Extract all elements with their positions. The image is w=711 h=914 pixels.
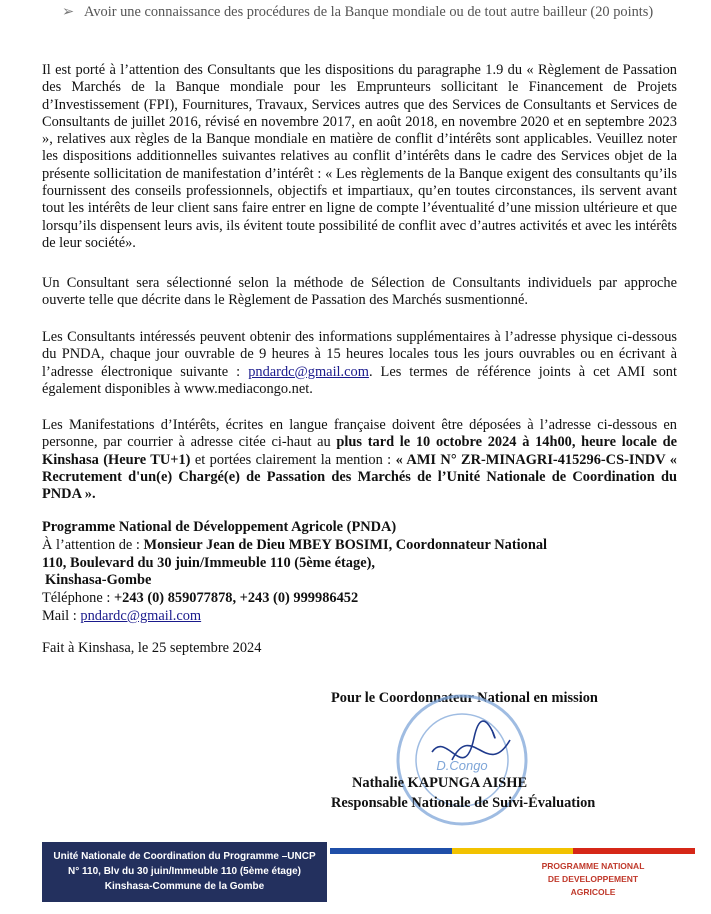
footer-program-name: PROGRAMME NATIONAL DE DEVELOPPEMENT AGRICOLE bbox=[541, 861, 645, 897]
place-date: Fait à Kinshasa, le 25 septembre 2024 bbox=[42, 640, 262, 656]
address-phone: Téléphone : +243 (0) 859077878, +243 (0) 999986452 bbox=[42, 590, 359, 607]
bullet-item: ➢ Avoir une connaissance des procédures de la Banque mondiale ou de tout autre bailleur (20 points) bbox=[62, 4, 654, 20]
handwritten-signature bbox=[432, 721, 510, 760]
address-street: 110, Boulevard du 30 juin/Immeuble 110 (5ème étage), bbox=[42, 554, 375, 571]
address-org: Programme National de Développement Agricole (PNDA) bbox=[42, 519, 397, 535]
paragraph-information: Les Consultants intéressés peuvent obtenir des informations supplémentaires à l’adresse physique ci-dessous du PNDA, chaque jour ouvrable de 9 heures à 15 heures locales tous les jours ouvrables ou en écrivant à l’adresse électronique suivante : pndardc@gmail.com. Les termes de référence joints à cet AMI sont également disponibles à www.mediacongo.net. bbox=[42, 329, 677, 397]
footer-unit-address: Unité Nationale de Coordination du Programme –UNCP N° 110, Blv du 30 juin/Immeuble 110 (5ème étage) Kinshasa-Commune de la Gombe bbox=[42, 842, 327, 902]
address-attention: À l’attention de : Monsieur Jean de Dieu MBEY BOSIMI, Coordonnateur National bbox=[42, 536, 548, 553]
paragraph-submission: Les Manifestations d’Intérêts, écrites en langue française doivent être déposées à l’adresse ci-dessous en personne, par courrier à adresse citée ci-haut au plus tard le 10 octobre 2024 à 14h00, heure locale de Kinshasa (Heure TU+1) et portées clairement la mention : « AMI N° ZR-MINAGRI-415296-CS-INDV « Recrutement d'un(e) Chargé(e) de Passation des Marchés de l’Unité Nationale de Coordination du PNDA ». bbox=[42, 417, 678, 503]
stamp-country-text: D.Congo bbox=[436, 758, 488, 773]
flag-red-segment bbox=[573, 848, 695, 854]
signatory-title: Responsable Nationale de Suivi-Évaluation bbox=[331, 795, 596, 811]
paragraph-selection-method: Un Consultant sera sélectionné selon la méthode de Sélection de Consultants individuels par approche ouverte telle que décrite dans le Règlement de Passation des Marchés susmentionné. bbox=[42, 275, 677, 309]
flag-blue-segment bbox=[330, 848, 452, 854]
address-city: Kinshasa-Gombe bbox=[45, 572, 152, 589]
flag-color-bar bbox=[330, 848, 695, 854]
signature-on-behalf: Pour le Coordonnateur National en mission bbox=[331, 690, 598, 706]
reference-mention: « AMI N° ZR-MINAGRI-415296-CS-INDV « Recrutement d'un(e) Chargé(e) de Passation des Marchés de l’Unité Nationale de Coordination du PNDA ». bbox=[42, 451, 678, 503]
paragraph-conflict-of-interest: Il est porté à l’attention des Consultants que les dispositions du paragraphe 1.9 du « Règlement de Passation des Marchés de la Banque mondiale pour les Emprunteurs sollicitant le Financement de Projets d’Investissement (FPI), Fournitures, Travaux, Services autres que des Services de Consultants et Services de Consultants de juillet 2016, révisé en novembre 2017, en août 2018, en novembre 2020 et en septembre 2023 », relatives aux règles de la Banque mondiale en matière de conflit d’intérêts sont applicables. Veuillez noter les dispositions additionnelles suivantes relatives au conflit d’intérêts dans le cadre des Services objet de la présente sollicitation de manifestation d’intérêt : « Les règlements de la Banque exigent des consultants qu’ils fournissent des conseils professionnels, objectifs et impartiaux, qu’en toutes circonstances, ils servent avant tout les intérêts de leur client sans faire entrer en ligne de compte l’éventualité d’une mission ultérieure et que lorsqu’ils dispensent leurs avis, ils évitent toute possibilité de conflit avec d’autres activités et avec les intérêts de leur société». bbox=[42, 62, 678, 251]
signatory-name: Nathalie KAPUNGA AISHE bbox=[352, 775, 528, 791]
mail-link[interactable]: pndardc@gmail.com bbox=[80, 607, 202, 624]
arrow-bullet-icon: ➢ bbox=[62, 4, 75, 20]
address-block bbox=[42, 519, 642, 626]
email-link[interactable]: pndardc@gmail.com bbox=[248, 363, 369, 380]
address-mail: Mail : pndardc@gmail.com bbox=[42, 607, 202, 624]
flag-yellow-segment bbox=[452, 848, 574, 854]
deadline: plus tard le 10 octobre 2024 à 14h00, heure locale de Kinshasa (Heure TU+1) bbox=[42, 434, 677, 468]
